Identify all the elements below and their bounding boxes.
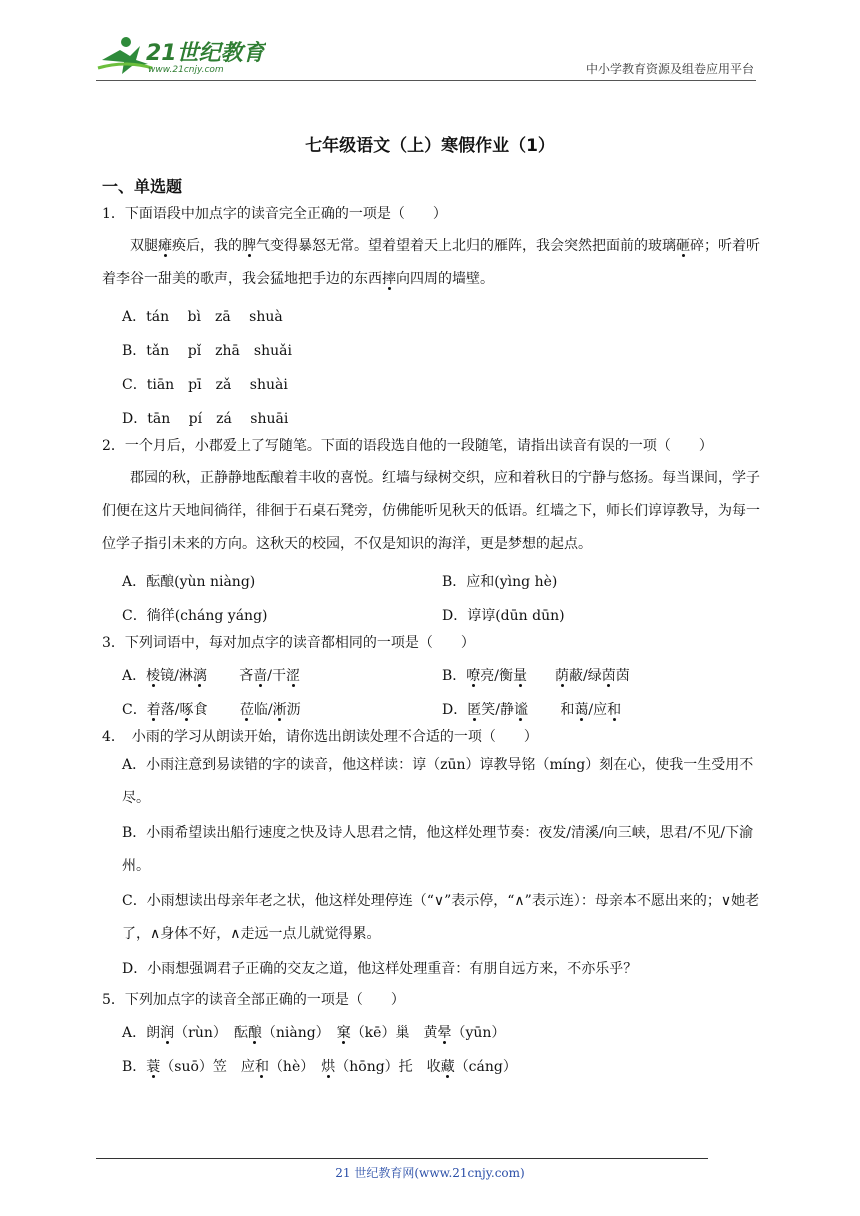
footer-source[interactable]: 21 世纪教育网(www.21cnjy.com) [335, 1166, 525, 1180]
option-d[interactable]: D．谆谆(dūn dūn) [442, 608, 565, 624]
option-row [122, 693, 762, 727]
platform-label: 中小学教育资源及组卷应用平台 [585, 62, 754, 76]
option-c[interactable]: C．徜徉(cháng yáng) [122, 608, 268, 624]
option-a[interactable]: A．棱镜/淋漓 吝啬/干涩 [122, 668, 301, 684]
option-d[interactable]: D．小雨想强调君子正确的交友之道，他这样处理重音：有朋自远方来，不亦乐乎？ [122, 961, 638, 977]
page-title: 七年级语文（上）寒假作业（1） [305, 136, 555, 156]
footer-divider [96, 1158, 708, 1159]
option-d[interactable]: D．匿笑/静谧 和蔼/应和 [442, 702, 622, 718]
option-a[interactable]: A．酝酿(yùn niàng) [122, 574, 256, 590]
question-2 [102, 436, 762, 633]
option-a[interactable]: A．小雨注意到易读错的字的读音，他这样读：谆（zūn）谆教导铭（míng）刻在心，使我一生受用不尽。 [122, 757, 754, 806]
question-5 [102, 990, 762, 1084]
option-row [122, 565, 762, 599]
option-b[interactable]: B．嘹亮/衡量 荫蔽/绿茵茵 [442, 668, 630, 684]
question-list [102, 204, 762, 1084]
question-passage: 双腿瘫痪后，我的脾气变得暴怒无常。望着望着天上北归的雁阵，我会突然把面前的玻璃砸碎；听着听着李谷一甜美的歌声，我会猛地把手边的东西摔向四周的墙壁。 [102, 238, 760, 287]
option-c[interactable]: C．着落/啄食 莅临/淅沥 [122, 702, 301, 718]
option-b[interactable]: B．tǎn pǐ zhā shuǎi [122, 343, 292, 359]
option-d[interactable]: D．tān pí zá shuāi [122, 411, 289, 427]
question-stem: 3．下列词语中，每对加点字的读音都相同的一项是（ ） [102, 635, 475, 651]
option-row [122, 599, 762, 633]
question-stem: 2．一个月后，小郡爱上了写随笔。下面的语段选自他的一段随笔，请指出读音有误的一项（ ） [102, 438, 713, 454]
option-b[interactable]: B．小雨希望读出船行速度之快及诗人思君之情，他这样处理节奏：夜发/清溪/向三峡，思君/不见/下渝州。 [122, 825, 754, 874]
page-header [0, 0, 860, 84]
question-1 [102, 204, 762, 436]
question-stem: 1．下面语段中加点字的读音完全正确的一项是（ ） [102, 206, 447, 222]
option-b[interactable]: B．应和(yìng hè) [442, 574, 558, 590]
option-c[interactable]: C．小雨想读出母亲年老之状，他这样处理停连（“∨”表示停，“∧”表示连）：母亲本不愿出来的；∨她老了，∧身体不好，∧走远一点儿就觉得累。 [122, 893, 760, 942]
question-passage: 郡园的秋，正静静地酝酿着丰收的喜悦。红墙与绿树交织，应和着秋日的宁静与悠扬。每当课间，学子们便在这片天地间徜徉，徘徊于石桌石凳旁，仿佛能听见秋天的低语。红墙之下，师长们谆谆教导，为每一位学子指引未来的方向。这秋天的校园，不仅是知识的海洋，更是梦想的起点。 [102, 470, 760, 552]
option-c[interactable]: C．tiān pī zǎ shuài [122, 377, 288, 393]
logo-text: 21世纪教育 [146, 41, 265, 66]
question-stem: 5．下列加点字的读音全部正确的一项是（ ） [102, 992, 405, 1008]
question-4 [102, 727, 762, 986]
question-3 [102, 633, 762, 727]
section-heading: 一、单选题 [102, 177, 183, 196]
option-a[interactable]: A．tán bì zā shuà [122, 309, 283, 325]
option-row [122, 659, 762, 693]
option-a[interactable]: A．朗润（rùn） 酝酿（niàng） 窠（kē）巢 黄晕（yūn） [122, 1025, 506, 1041]
header-divider [96, 80, 756, 81]
brand-logo [96, 34, 266, 78]
option-b[interactable]: B．蓑（suō）笠 应和（hè） 烘（hōng）托 收藏（cáng） [122, 1059, 517, 1075]
logo-url: www.21cnjy.com [148, 65, 224, 75]
question-stem: 4． 小雨的学习从朗读开始，请你选出朗读处理不合适的一项（ ） [102, 729, 538, 745]
